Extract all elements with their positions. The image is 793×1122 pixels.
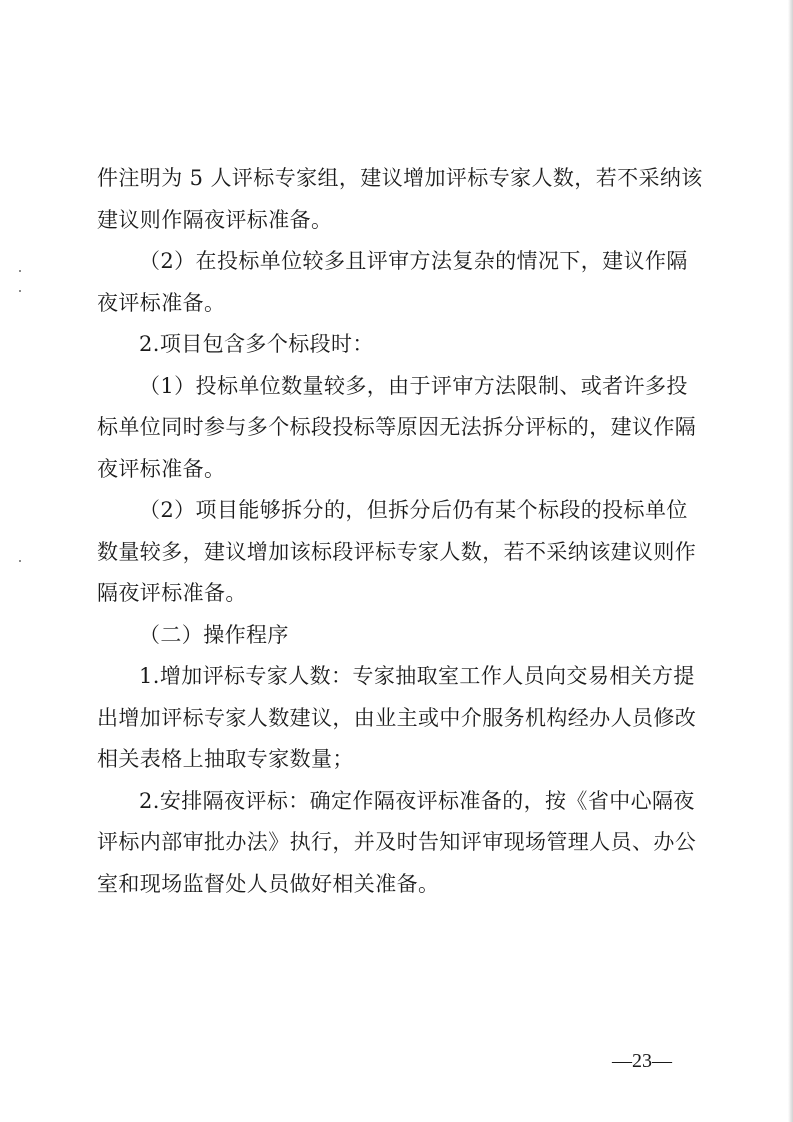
- text-line: 数量较多，建议增加该标段评标专家人数，若不采纳该建议则作: [97, 539, 697, 564]
- text-line: 标单位同时参与多个标段投标等原因无法拆分评标的，建议作隔: [97, 415, 697, 439]
- text-line: 夜评标准备。: [97, 290, 226, 315]
- text-line: 件注明为 5 人评标专家组，建议增加评标专家人数，若不采纳该: [97, 166, 703, 190]
- paragraph-procedure-2: [97, 781, 697, 906]
- paragraph-heading-multiple-sections: [97, 324, 697, 366]
- text-line: 相关表格上抽取专家数量；: [97, 747, 354, 771]
- body-text: [97, 158, 703, 905]
- section-heading-procedure: [97, 615, 697, 657]
- text-line: （二）操作程序: [139, 622, 289, 647]
- paragraph-procedure-1: [97, 656, 697, 781]
- text-line: （2）在投标单位较多且评审方法复杂的情况下，建议作隔: [139, 249, 688, 273]
- paragraph-item-1-many-bidders: [97, 366, 697, 491]
- text-line: 2.安排隔夜评标：确定作隔夜评标准备的，按《省中心隔夜: [139, 788, 695, 813]
- text-line: （2）项目能够拆分的，但拆分后仍有某个标段的投标单位: [139, 498, 688, 522]
- scan-speck: [19, 560, 21, 562]
- paragraph-continuation: [97, 158, 703, 241]
- paragraph-item-2-complex-methods: [97, 241, 697, 324]
- text-line: 1.增加评标专家人数：专家抽取室工作人员向交易相关方提: [139, 664, 695, 688]
- page-number: —23—: [612, 1050, 672, 1072]
- text-line: 2.项目包含多个标段时：: [139, 332, 374, 356]
- scan-edge-shadow: [788, 0, 793, 1122]
- scan-speck: [19, 270, 21, 272]
- scan-speck: [19, 290, 21, 292]
- text-line: 建议则作隔夜评标准备。: [97, 207, 333, 232]
- text-line: 室和现场监督处人员做好相关准备。: [97, 871, 440, 896]
- text-line: 评标内部审批办法》执行，并及时告知评审现场管理人员、办公: [97, 830, 697, 854]
- text-line: 夜评标准备。: [97, 456, 226, 481]
- paragraph-item-2-splittable: [97, 490, 697, 615]
- text-line: （1）投标单位数量较多，由于评审方法限制、或者许多投: [139, 373, 688, 398]
- text-line: 出增加评标专家人数建议，由业主或中介服务机构经办人员修改: [97, 705, 697, 730]
- text-line: 隔夜评标准备。: [97, 581, 247, 605]
